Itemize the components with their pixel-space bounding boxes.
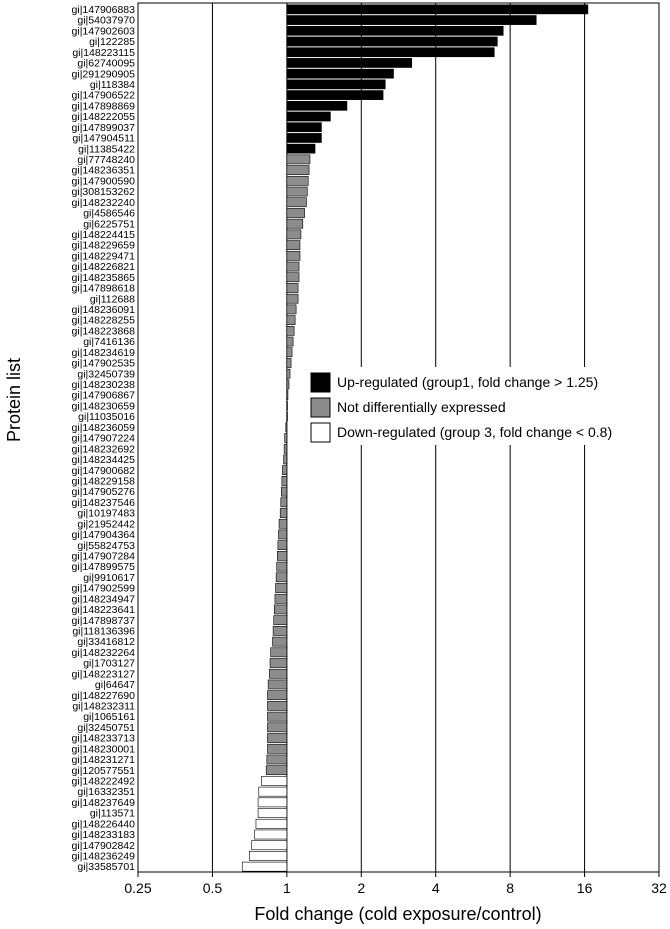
category-label: gi|147906522 [71, 89, 135, 102]
bar-gi-77748240 [287, 155, 310, 164]
bar-gi-148222055 [287, 112, 331, 121]
bar-gi-16332351 [259, 787, 287, 796]
bar-gi-148237546 [281, 498, 287, 507]
x-tick-label: 16 [576, 880, 593, 896]
category-label: gi|148232692 [71, 443, 135, 456]
x-axis-ticks [124, 872, 667, 896]
bar-gi-7416136 [287, 337, 293, 346]
legend [306, 367, 656, 445]
bar-gi-148236059 [286, 423, 287, 432]
category-label: gi|33416812 [77, 636, 135, 649]
category-label: gi|148237546 [71, 496, 135, 509]
category-label: gi|62740095 [77, 57, 135, 70]
category-label: gi|9910617 [83, 571, 135, 584]
bar-gi-148224415 [287, 230, 301, 239]
category-label: gi|54037970 [77, 14, 135, 27]
bar-gi-147907224 [285, 433, 287, 442]
bar-gi-148234947 [275, 594, 287, 603]
category-label: gi|148235865 [71, 271, 135, 284]
category-label: gi|147902603 [71, 25, 135, 38]
category-label: gi|148223868 [71, 325, 135, 338]
bar-gi-147902603 [287, 26, 503, 35]
bar-gi-148229659 [287, 241, 300, 250]
category-label: gi|148229659 [71, 239, 135, 252]
bar-gi-147904364 [278, 530, 286, 539]
bar-gi-148235865 [287, 273, 299, 282]
bar-gi-148234619 [287, 348, 292, 357]
category-label: gi|10197483 [77, 507, 135, 520]
x-tick-label: 8 [506, 880, 515, 896]
category-label: gi|122285 [89, 36, 135, 49]
bar-gi-148236091 [287, 305, 296, 314]
bar-gi-120577551 [266, 766, 287, 775]
category-label: gi|147900682 [71, 464, 135, 477]
bar-gi-148234425 [284, 455, 287, 464]
category-label: gi|118384 [89, 78, 135, 91]
bar-gi-11035016 [287, 412, 288, 421]
category-label: gi|148232311 [72, 700, 135, 713]
category-label: gi|148229158 [71, 475, 135, 488]
y-axis-title: Protein list [4, 357, 24, 443]
x-tick-label: 4 [431, 880, 440, 896]
x-tick-label: 1 [282, 880, 291, 896]
bar-gi-148231271 [267, 755, 287, 764]
bar-gi-1065161 [267, 712, 286, 721]
bar-gi-148236249 [249, 851, 287, 860]
x-tick-label: 0.25 [124, 880, 152, 896]
bar-gi-32450751 [267, 723, 286, 732]
category-label: gi|148236351 [71, 164, 135, 177]
category-label: gi|291290905 [71, 68, 135, 81]
bar-gi-148222492 [262, 776, 287, 785]
category-label: gi|148233183 [71, 829, 135, 842]
category-label: gi|148224415 [71, 229, 135, 241]
category-label: gi|148233713 [71, 732, 135, 745]
legend-label-up: Up-regulated (group1, fold change > 1.25) [337, 374, 599, 390]
category-label: gi|148230659 [71, 400, 135, 413]
category-label: gi|11035016 [78, 411, 135, 424]
category-label: gi|55824753 [77, 539, 135, 552]
bar-gi-147906867 [287, 391, 288, 400]
category-label: gi|148222055 [71, 111, 135, 124]
bar-gi-33416812 [273, 637, 287, 646]
category-label: gi|21952442 [77, 518, 135, 531]
bar-gi-113571 [258, 809, 287, 818]
category-label: gi|147907224 [71, 432, 135, 445]
bar-gi-1703127 [270, 658, 287, 667]
bar-gi-148233183 [255, 830, 287, 839]
category-label: gi|148236249 [71, 850, 135, 863]
category-label: gi|148234947 [71, 593, 135, 606]
bar-gi-4586546 [287, 208, 305, 217]
bar-gi-148232240 [287, 198, 307, 207]
category-label: gi|6225751 [83, 218, 135, 231]
category-label: gi|4586546 [83, 207, 135, 220]
x-tick-label: 0.5 [202, 880, 223, 896]
bar-gi-147900682 [282, 466, 286, 475]
category-label: gi|147900590 [71, 175, 135, 188]
bar-gi-148230659 [287, 401, 288, 410]
bar-gi-147902842 [252, 841, 287, 850]
bar-gi-148228255 [287, 316, 295, 325]
category-label: gi|148234425 [71, 454, 135, 467]
category-label: gi|147899575 [71, 561, 135, 574]
category-label: gi|1703127 [83, 657, 135, 670]
category-label: gi|7416136 [83, 336, 135, 349]
category-label: gi|308153262 [71, 186, 135, 199]
category-label: gi|147904511 [72, 132, 135, 145]
category-label: gi|64647 [94, 679, 135, 692]
bar-gi-148223641 [274, 605, 287, 614]
bar-gi-148227690 [267, 691, 286, 700]
category-label: gi|148223127 [71, 668, 135, 681]
bar-gi-148233713 [267, 734, 286, 743]
category-label: gi|148236091 [71, 304, 135, 317]
bar-gi-147907284 [277, 551, 287, 560]
category-label: gi|148230001 [71, 743, 135, 756]
category-label: gi|118136396 [72, 625, 135, 638]
bar-gi-147902599 [276, 583, 287, 592]
bar-gi-11385422 [287, 144, 315, 153]
bar-gi-148229471 [287, 251, 300, 260]
category-label: gi|32450751 [77, 721, 135, 734]
category-label: gi|148229471 [71, 250, 135, 263]
bar-gi-9910617 [276, 573, 287, 582]
bar-gi-147906883 [287, 5, 588, 14]
bar-gi-148237649 [258, 798, 287, 807]
category-label: gi|148227690 [71, 689, 135, 702]
legend-label-nd: Not differentially expressed [337, 399, 506, 415]
category-label: gi|148237649 [71, 796, 135, 809]
category-labels [72, 4, 136, 873]
category-label: gi|148226440 [71, 818, 135, 831]
bar-gi-147902535 [287, 358, 291, 367]
bar-gi-147898737 [274, 616, 287, 625]
category-label: gi|147906867 [71, 389, 135, 402]
bar-gi-147900590 [287, 176, 308, 185]
category-label: gi|16332351 [77, 786, 135, 799]
category-label: gi|147902599 [71, 582, 135, 595]
bar-gi-54037970 [287, 16, 536, 25]
bar-gi-55824753 [278, 541, 287, 550]
category-label: gi|148232264 [71, 646, 135, 659]
bar-gi-148232311 [267, 701, 286, 710]
category-label: gi|148223115 [72, 46, 135, 59]
legend-label-down: Down-regulated (group 3, fold change < 0.8) [337, 424, 613, 440]
category-label: gi|113571 [89, 807, 135, 820]
bar-gi-118136396 [273, 626, 287, 635]
bar-gi-148230238 [287, 380, 289, 389]
bar-gi-62740095 [287, 58, 412, 67]
legend-swatch-nd [311, 398, 330, 417]
bar-gi-291290905 [287, 69, 394, 78]
bar-gi-148226440 [256, 819, 287, 828]
category-label: gi|147902842 [71, 839, 135, 852]
bar-gi-148223115 [287, 48, 494, 57]
bar-gi-148223868 [287, 326, 294, 335]
category-label: gi|148223641 [71, 604, 135, 617]
x-tick-label: 2 [357, 880, 366, 896]
bar-gi-118384 [287, 80, 385, 89]
bar-gi-148226821 [287, 262, 299, 271]
bar-gi-148232692 [284, 444, 287, 453]
category-label: gi|147902535 [71, 357, 135, 370]
category-label: gi|148226821 [71, 261, 135, 274]
legend-swatch-up [311, 373, 330, 392]
bar-gi-33585701 [242, 862, 287, 871]
category-label: gi|112688 [89, 293, 135, 306]
bar-gi-122285 [287, 37, 497, 46]
category-label: gi|148230238 [71, 379, 135, 392]
category-label: gi|147898618 [71, 282, 135, 295]
category-label: gi|147898737 [71, 614, 135, 627]
category-label: gi|1065161 [83, 711, 135, 724]
bar-gi-147906522 [287, 91, 383, 100]
bar-gi-147904511 [287, 133, 322, 142]
category-label: gi|148228255 [71, 314, 135, 327]
category-label: gi|148234619 [71, 346, 135, 359]
bar-gi-21952442 [279, 519, 287, 528]
bar-gi-308153262 [287, 187, 307, 196]
category-label: gi|148232240 [71, 196, 135, 209]
category-label: gi|33585701 [77, 861, 135, 874]
category-label: gi|147904364 [71, 529, 135, 542]
category-label: gi|11385422 [78, 143, 135, 156]
bar-gi-148236351 [287, 166, 309, 175]
bar-gi-147905276 [281, 487, 287, 496]
category-label: gi|32450739 [77, 368, 135, 381]
x-axis-title: Fold change (cold exposure/control) [254, 904, 542, 924]
category-label: gi|147907284 [71, 550, 135, 563]
bar-gi-147898869 [287, 101, 347, 110]
bar-gi-112688 [287, 294, 298, 303]
category-label: gi|147898869 [71, 100, 135, 113]
bar-gi-10197483 [280, 508, 287, 517]
bar-gi-148230001 [267, 744, 286, 753]
bar-gi-6225751 [287, 219, 303, 228]
category-label: gi|147899037 [71, 121, 135, 134]
bar-gi-148232264 [271, 648, 287, 657]
category-label: gi|147906883 [71, 3, 135, 16]
category-label: gi|147905276 [71, 486, 135, 499]
bar-gi-64647 [268, 680, 287, 689]
bar-gi-147898618 [287, 283, 298, 292]
category-label: gi|148236059 [71, 421, 135, 434]
category-label: gi|120577551 [71, 764, 135, 777]
category-label: gi|148222492 [71, 775, 135, 788]
bar-gi-148229158 [282, 476, 287, 485]
bar-gi-147899037 [287, 123, 322, 132]
bar-gi-32450739 [287, 369, 290, 378]
category-label: gi|148231271 [71, 754, 135, 767]
category-label: gi|77748240 [77, 153, 135, 166]
bar-gi-147899575 [277, 562, 287, 571]
bar-gi-148223127 [269, 669, 286, 678]
legend-swatch-down [311, 423, 330, 442]
x-tick-label: 32 [651, 880, 667, 896]
